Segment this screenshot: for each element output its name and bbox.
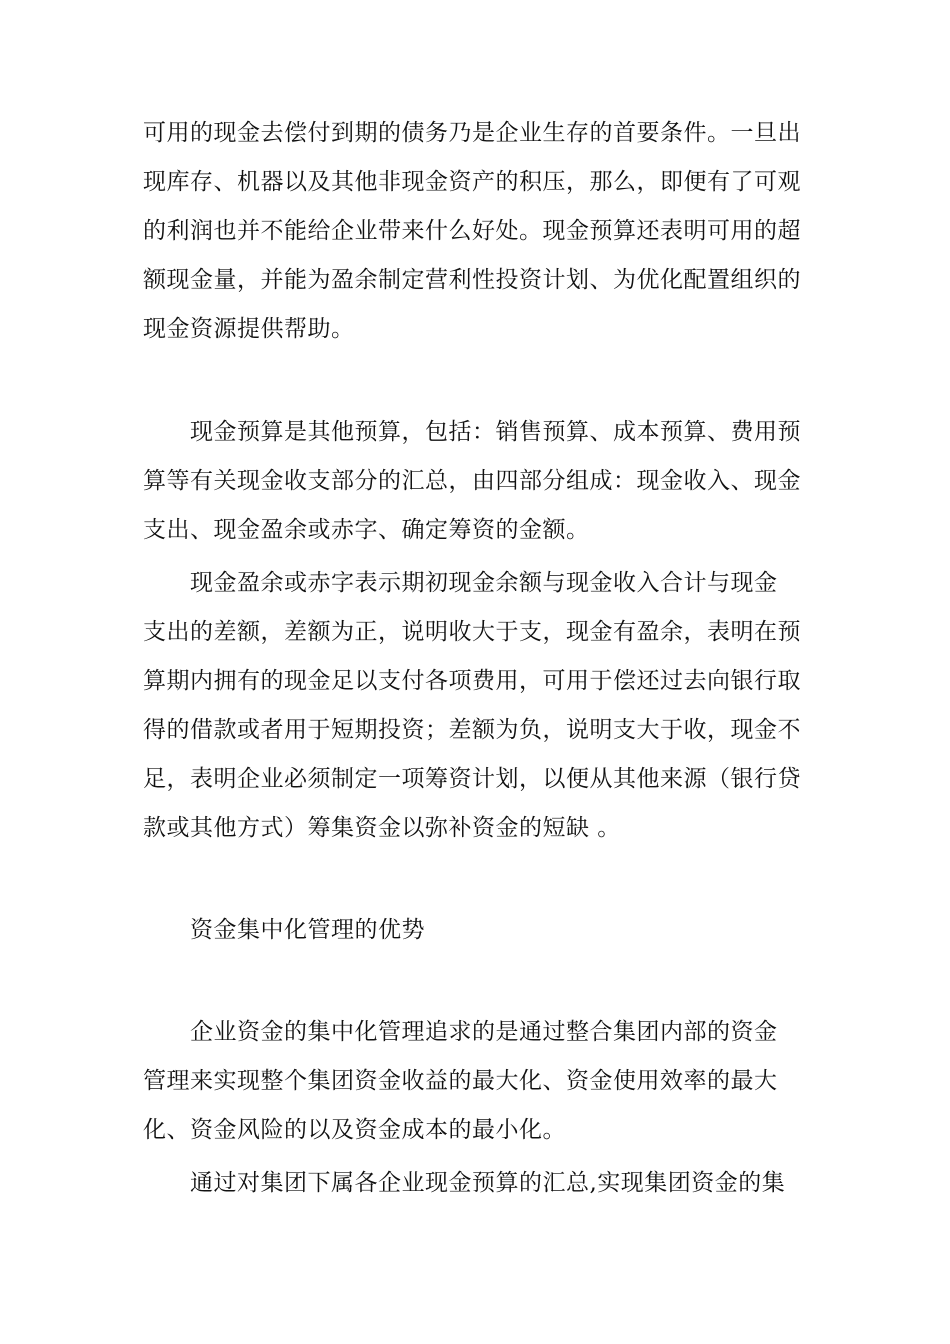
text-line: 现金资源提供帮助。 bbox=[143, 316, 355, 342]
section-heading bbox=[143, 906, 813, 955]
text-line: 支出、现金盈余或赤字、确定筹资的金额。 bbox=[143, 517, 590, 543]
text-line: 足，表明企业必须制定一项筹资计划，以便从其他来源（银行贷 bbox=[143, 766, 801, 792]
text-line: 额现金量，并能为盈余制定营利性投资计划、为优化配置组织的 bbox=[143, 267, 801, 293]
paragraph-budget-summary bbox=[143, 1159, 813, 1208]
text-line: 算期内拥有的现金足以支付各项费用，可用于偿还过去向银行取 bbox=[143, 668, 801, 694]
text-line: 款或其他方式）筹集资金以弥补资金的短缺 。 bbox=[143, 815, 621, 841]
paragraph-cash-budget-components bbox=[143, 408, 813, 555]
text-line: 现金盈余或赤字表示期初现金余额与现金收入合计与现金 bbox=[190, 570, 778, 596]
text-line: 化、资金风险的以及资金成本的最小化。 bbox=[143, 1117, 566, 1143]
paragraph-centralized-management bbox=[143, 1008, 813, 1155]
heading-text: 资金集中化管理的优势 bbox=[190, 917, 425, 943]
text-line: 现库存、机器以及其他非现金资产的积压，那么，即便有了可观 bbox=[143, 169, 801, 195]
text-line: 现金预算是其他预算，包括：销售预算、成本预算、费用预 bbox=[190, 419, 801, 445]
text-line: 可用的现金去偿付到期的债务乃是企业生存的首要条件。一旦出 bbox=[143, 120, 801, 146]
text-line: 支出的差额，差额为正，说明收大于支，现金有盈余，表明在预 bbox=[143, 619, 801, 645]
text-line: 企业资金的集中化管理追求的是通过整合集团内部的资金 bbox=[190, 1019, 778, 1045]
text-line: 的利润也并不能给企业带来什么好处。现金预算还表明可用的超 bbox=[143, 218, 801, 244]
text-line: 通过对集团下属各企业现金预算的汇总,实现集团资金的集 bbox=[190, 1170, 786, 1196]
paragraph-cash-payment bbox=[143, 109, 813, 354]
text-line: 管理来实现整个集团资金收益的最大化、资金使用效率的最大 bbox=[143, 1068, 778, 1094]
paragraph-cash-surplus-deficit bbox=[143, 559, 813, 853]
text-line: 得的借款或者用于短期投资；差额为负，说明支大于收，现金不 bbox=[143, 717, 801, 743]
text-line: 算等有关现金收支部分的汇总，由四部分组成：现金收入、现金 bbox=[143, 468, 801, 494]
